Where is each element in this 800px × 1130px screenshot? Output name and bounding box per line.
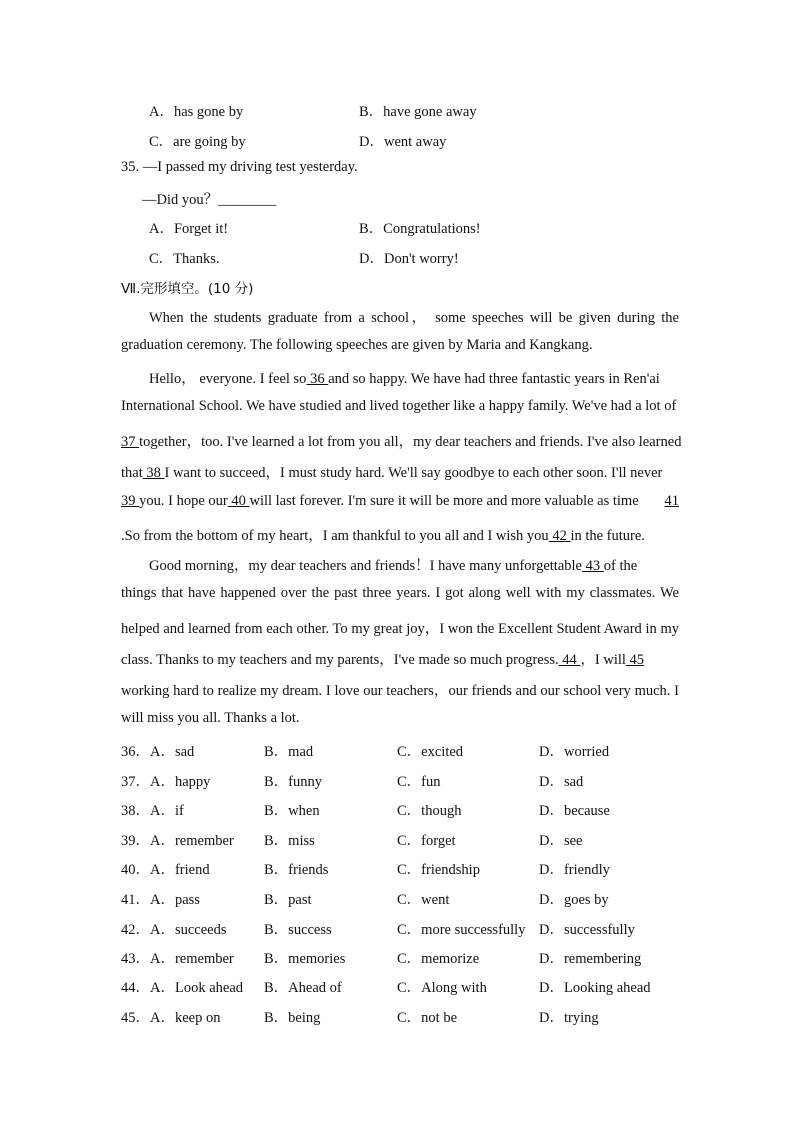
option-c: C．excited — [397, 744, 464, 760]
paragraph-1-line-3 — [121, 430, 682, 451]
q34-option-c: C．are going by — [149, 134, 246, 150]
option-b: B．success — [264, 922, 332, 938]
option-a: 40．A．friend — [121, 862, 210, 878]
option-a: 45．A．keep on — [121, 1010, 221, 1026]
option-a: 43．A．remember — [121, 951, 234, 967]
option-a: 41．A．pass — [121, 892, 200, 908]
option-d: D．trying — [539, 1010, 599, 1026]
option-a: 42．A．succeeds — [121, 922, 227, 938]
blank-44: 44 — [558, 652, 581, 668]
blank-38: 38 — [142, 465, 165, 481]
text-segment: you. I hope our — [139, 493, 228, 509]
option-d: D．goes by — [539, 892, 609, 908]
option-a: 36．A．sad — [121, 744, 195, 760]
option-c: C．memorize — [397, 951, 480, 967]
q35-option-d: D．Don't worry! — [359, 251, 459, 267]
option-d: D．sad — [539, 774, 584, 790]
option-d: D．friendly — [539, 862, 610, 878]
text-segment: class. Thanks to my teachers and my parents，I've made so much progress. — [121, 652, 559, 668]
blank-43: 43 — [581, 558, 604, 574]
text-segment: and so happy. We have had three fantastic years in Ren'ai — [328, 371, 660, 387]
blank-40: 40 — [227, 493, 250, 509]
text-segment: that — [121, 465, 143, 481]
paragraph-2-line-1 — [149, 554, 679, 575]
option-b: B．friends — [264, 862, 329, 878]
option-c: C．more successfully — [397, 922, 526, 938]
option-b: B．Ahead of — [264, 980, 342, 996]
paragraph-1-line-6 — [121, 524, 679, 545]
text-segment: I want to succeed，I must study hard. We'll say goodbye to each other soon. I'll never — [164, 465, 663, 481]
option-b: B．miss — [264, 833, 315, 849]
q35-stem: 35. —I passed my driving test yesterday. — [121, 159, 358, 175]
blank-42: 42 — [548, 528, 571, 544]
option-b: B．past — [264, 892, 312, 908]
option-d: D．successfully — [539, 922, 635, 938]
blank-45: 45 — [625, 652, 645, 668]
q34-option-a: A．has gone by — [149, 104, 244, 120]
blank-36: 36 — [306, 371, 329, 387]
passage-intro-line-2: graduation ceremony. The following speeches are given by Maria and Kangkang. — [121, 337, 593, 353]
option-c: C．fun — [397, 774, 441, 790]
text-segment: Hello， everyone. I feel so — [149, 371, 307, 387]
paragraph-1-line-1 — [149, 367, 679, 388]
text-segment: .So from the bottom of my heart，I am thankful to you all and I wish you — [121, 528, 549, 544]
paragraph-2-line-4 — [121, 648, 679, 669]
text-segment: in the future. — [570, 528, 645, 544]
option-c: C．friendship — [397, 862, 480, 878]
text-segment: together，too. I've learned a lot from you all，my dear teachers and friends. I've also learned — [139, 434, 682, 450]
text-segment: of the — [603, 558, 638, 574]
option-a: 38．A．if — [121, 803, 184, 819]
paragraph-2-line-2: things that have happened over the past three years. I got along well with my classmates. We — [121, 585, 679, 601]
option-b: B．funny — [264, 774, 322, 790]
text-segment: ，I will — [580, 652, 626, 668]
blank-37: 37 — [121, 434, 140, 450]
option-a: 44．A．Look ahead — [121, 980, 244, 996]
paragraph-2-line-3: helped and learned from each other. To my great joy，I won the Excellent Student Award in my — [121, 621, 679, 637]
q35-option-c: C．Thanks. — [149, 251, 220, 267]
blank-39: 39 — [121, 493, 140, 509]
q35-option-a: A．Forget it! — [149, 221, 229, 237]
passage-intro-line-1: When the students graduate from a school， some speeches will be given during the — [149, 310, 679, 326]
paragraph-2-line-5: working hard to realize my dream. I love our teachers，our friends and our school very much. I — [121, 683, 679, 699]
option-d: D．remembering — [539, 951, 642, 967]
option-b: B．memories — [264, 951, 346, 967]
option-a: 37．A．happy — [121, 774, 211, 790]
section-7-heading: Ⅶ.完形填空。(10 分) — [121, 281, 254, 297]
option-b: B．mad — [264, 744, 314, 760]
blank-41: 41 — [664, 493, 679, 509]
text-segment: Good morning，my dear teachers and friends！I have many unforgettable — [149, 558, 582, 574]
q34-option-b: B．have gone away — [359, 104, 477, 120]
option-a: 39．A．remember — [121, 833, 234, 849]
q34-option-d: D．went away — [359, 134, 447, 150]
option-c: C．went — [397, 892, 450, 908]
option-d: D．worried — [539, 744, 610, 760]
q35-option-b: B．Congratulations! — [359, 221, 481, 237]
q35-reply: —Did you？________ — [142, 192, 277, 208]
paragraph-1-line-5 — [121, 493, 679, 510]
text-segment: will last forever. I'm sure it will be more and more valuable as time — [249, 493, 639, 509]
paragraph-1-line-2: International School. We have studied and lived together like a happy family. We've had a lot of — [121, 398, 677, 414]
option-c: C．forget — [397, 833, 456, 849]
option-c: C．Along with — [397, 980, 487, 996]
option-d: D．because — [539, 803, 610, 819]
paragraph-1-line-4 — [121, 461, 679, 482]
option-d: D．Looking ahead — [539, 980, 651, 996]
option-b: B．when — [264, 803, 320, 819]
option-c: C．though — [397, 803, 462, 819]
option-d: D．see — [539, 833, 583, 849]
option-b: B．being — [264, 1010, 321, 1026]
paragraph-2-line-6: will miss you all. Thanks a lot. — [121, 710, 300, 726]
option-c: C．not be — [397, 1010, 458, 1026]
